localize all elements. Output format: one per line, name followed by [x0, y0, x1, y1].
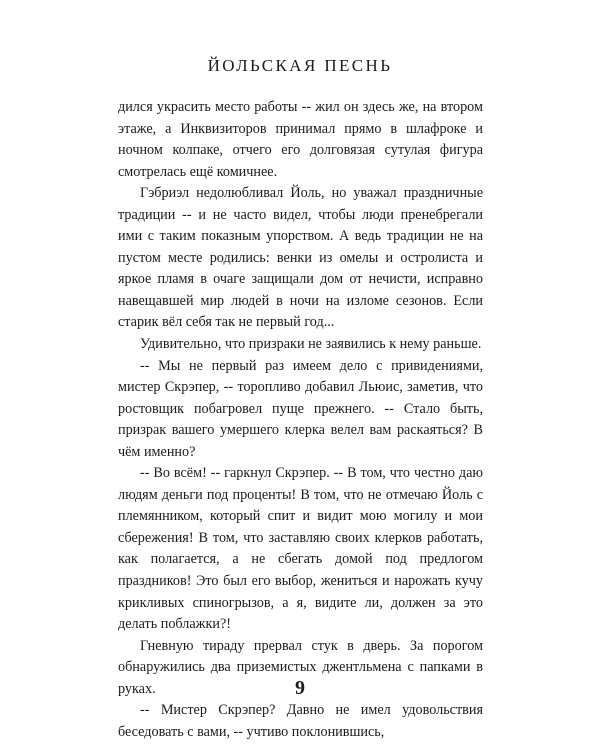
paragraph: Гэбриэл недолюбливал Йоль, но уважал праздничные традиции -- и не часто видел, чтобы люди пренебрегали ими с таким показным упорством. А ведь традиции не на пустом месте родились: венки из омелы и остролиста и яркое пламя в очаге защищали дом от нечисти, исправно навещавшей мир людей в ночи на изломе сезонов. Если старик вёл себя так не первый год... — [118, 185, 483, 331]
paragraph: Удивительно, что призраки не заявились к нему раньше. — [140, 336, 482, 353]
running-title: ЙОЛЬСКАЯ ПЕСНЬ — [207, 56, 393, 75]
page-number: 9 — [295, 677, 305, 699]
paragraph: -- Мистер Скрэпер? Давно не имел удовольствия беседовать с вами, -- учтиво поклонившись, — [118, 702, 483, 740]
paragraph: -- Во всём! -- гаркнул Скрэпер. -- В том, что честно даю людям деньги под проценты! В том, что не отмечаю Йоль с племянником, который спит и видит мою могилу и мои сбережения! В том, что заставляю своих клерков работать, как полагается, а не сбегать домой под предлогом праздников! Это был его выбор, жениться и нарожать кучу крикливых спиногрызов, а я, видите ли, должен за это делать поблажки?! — [118, 465, 483, 633]
paragraph: дился украсить место работы -- жил он здесь же, на втором этаже, а Инквизиторов принимал прямо в шлафроке и ночном колпаке, отчего его долговязая сутулая фигура смотрелась ещё комичнее. — [118, 99, 483, 180]
paragraph: -- Мы не первый раз имеем дело с привидениями, мистер Скрэпер, -- торопливо добавил Льюис, заметив, что ростовщик побагровел пуще прежнего. -- Стало быть, призрак вашего умершего клерка велел вам раскаяться? В чём именно? — [118, 357, 483, 460]
body-text — [118, 97, 483, 743]
paragraph: Гневную тираду прервал стук в дверь. За порогом обнаружились два приземистых джентльмена с папками в руках. — [118, 637, 483, 697]
